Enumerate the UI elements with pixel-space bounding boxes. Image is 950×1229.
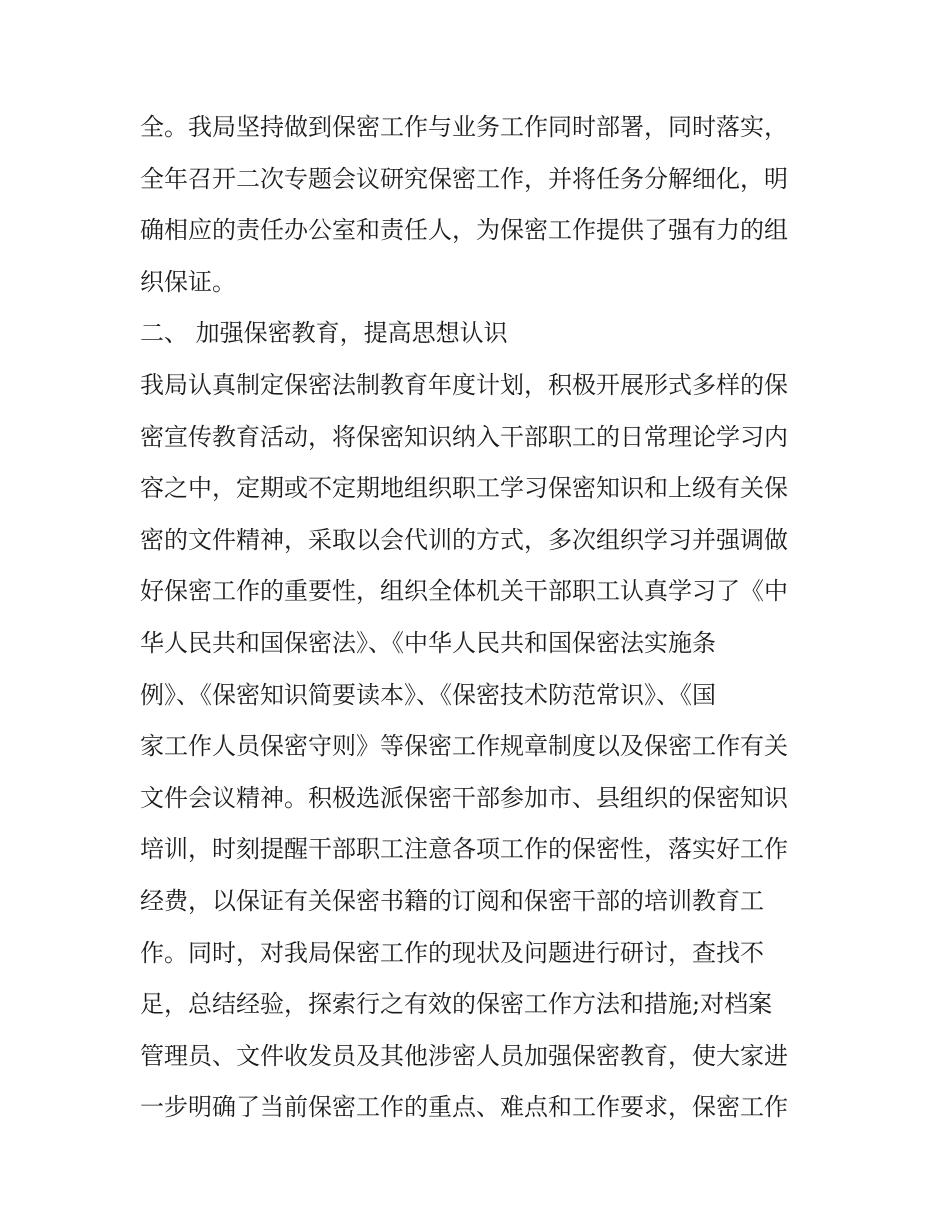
paragraph-line: 文件会议精神。积极选派保密干部参加市、县组织的保密知识: [140, 783, 788, 812]
paragraph-line: 好保密工作的重要性，组织全体机关干部职工认真学习了《中: [140, 577, 788, 606]
paragraph-line: 全。我局坚持做到保密工作与业务工作同时部署，同时落实，: [140, 113, 788, 141]
paragraph-line: 一步明确了当前保密工作的重点、难点和工作要求，保密工作: [140, 1093, 788, 1122]
paragraph-line: 经费，以保证有关保密书籍的订阅和保密干部的培训教育工: [140, 886, 764, 915]
paragraph-line: 华人民共和国保密法》、《中华人民共和国保密法实施条: [140, 628, 716, 657]
paragraph-line: 织保证。: [140, 267, 236, 296]
paragraph-line: 全年召开二次专题会议研究保密工作，并将任务分解细化，明: [140, 164, 788, 193]
paragraph-line: 确相应的责任办公室和责任人，为保密工作提供了强有力的组: [140, 216, 788, 245]
section-heading: 二、 加强保密教育，提高思想认识: [140, 319, 508, 348]
document-body: [140, 102, 840, 1134]
paragraph-line: 家工作人员保密守则》等保密工作规章制度以及保密工作有关: [140, 732, 788, 761]
paragraph-line: 例》、《保密知识简要读本》、《保密技术防范常识》、《国: [140, 680, 716, 709]
paragraph-line: 我局认真制定保密法制教育年度计划，积极开展形式多样的保: [140, 370, 788, 399]
paragraph-line: 足，总结经验，探索行之有效的保密工作方法和措施;对档案: [140, 990, 773, 1019]
paragraph-line: 密宣传教育活动，将保密知识纳入干部职工的日常理论学习内: [140, 422, 788, 451]
paragraph-line: 管理员、文件收发员及其他涉密人员加强保密教育，使大家进: [140, 1041, 788, 1070]
paragraph-line: 培训，时刻提醒干部职工注意各项工作的保密性，落实好工作: [140, 835, 788, 864]
paragraph-line: 容之中，定期或不定期地组织职工学习保密知识和上级有关保: [140, 474, 788, 503]
paragraph-line: 作。同时，对我局保密工作的现状及问题进行研讨，查找不: [140, 938, 764, 967]
paragraph-line: 密的文件精神，采取以会代训的方式，多次组织学习并强调做: [140, 525, 788, 554]
